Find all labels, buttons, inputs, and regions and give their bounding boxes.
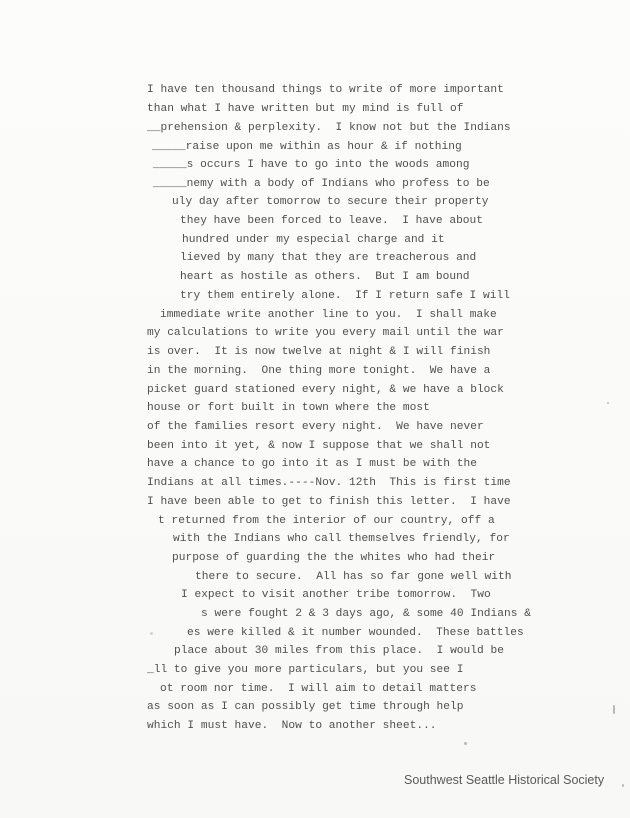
letter-line-7: uly day after tomorrow to secure their property [172, 196, 489, 208]
letter-line-5: _____s occurs I have to go into the woods among [153, 159, 470, 171]
letter-line-26: purpose of guarding the the whites who had their [172, 552, 496, 564]
letter-line-6: _____nemy with a body of Indians who profess to be [153, 178, 490, 190]
letter-line-25: with the Indians who call themselves friendly, for [173, 533, 510, 545]
letter-line-28: I expect to visit another tribe tomorrow. Two [181, 589, 491, 601]
paper-speck [613, 705, 615, 714]
letter-line-20: been into it yet, & now I suppose that we shall not [147, 440, 491, 452]
letter-line-34: as soon as I can possibly get time through help [147, 701, 464, 713]
letter-line-16: in the morning. One thing more tonight. We have a [147, 365, 491, 377]
paper-speck [464, 742, 467, 745]
paper-speck [622, 784, 624, 787]
archive-watermark: Southwest Seattle Historical Society [404, 773, 605, 787]
letter-line-35: which I must have. Now to another sheet... [147, 720, 437, 732]
letter-line-31: place about 30 miles from this place. I would be [174, 645, 504, 657]
letter-line-12: try them entirely alone. If I return safe I will [180, 290, 510, 302]
letter-line-19: of the families resort every night. We have never [147, 421, 484, 433]
letter-line-18: house or fort built in town where the most [147, 402, 430, 414]
letter-line-3: __prehension & perplexity. I know not but the Indians [147, 122, 511, 134]
letter-line-22: Indians at all times.----Nov. 12th This is first time [147, 477, 511, 489]
letter-line-11: heart as hostile as others. But I am bound [180, 271, 470, 283]
paper-speck [150, 632, 153, 635]
letter-line-32: _ll to give you more particulars, but you see I [147, 664, 464, 676]
letter-line-4: _____raise upon me within as hour & if nothing [152, 141, 462, 153]
letter-line-8: they have been forced to leave. I have about [180, 215, 484, 227]
letter-line-2: than what I have written but my mind is full of [147, 103, 464, 115]
letter-line-9: hundred under my especial charge and it [182, 234, 445, 246]
letter-line-17: picket guard stationed every night, & we have a block [147, 384, 504, 396]
letter-line-27: there to secure. All has so far gone well with [195, 571, 512, 583]
letter-line-24: t returned from the interior of our country, off a [158, 515, 495, 527]
letter-line-10: lieved by many that they are treacherous and [180, 252, 477, 264]
letter-line-23: I have been able to get to finish this letter. I have [147, 496, 511, 508]
letter-line-33: ot room nor time. I will aim to detail matters [160, 683, 477, 695]
letter-line-1: I have ten thousand things to write of more important [147, 84, 504, 96]
letter-line-21: have a chance to go into it as I must be with the [147, 458, 477, 470]
letter-line-30: es were killed & it number wounded. These battles [187, 627, 524, 639]
letter-line-29: s were fought 2 & 3 days ago, & some 40 Indians & [201, 608, 531, 620]
letter-line-13: immediate write another line to you. I shall make [160, 309, 497, 321]
letter-line-15: is over. It is now twelve at night & I will finish [147, 346, 491, 358]
paper-speck [607, 402, 609, 404]
letter-line-14: my calculations to write you every mail until the war [147, 327, 504, 339]
